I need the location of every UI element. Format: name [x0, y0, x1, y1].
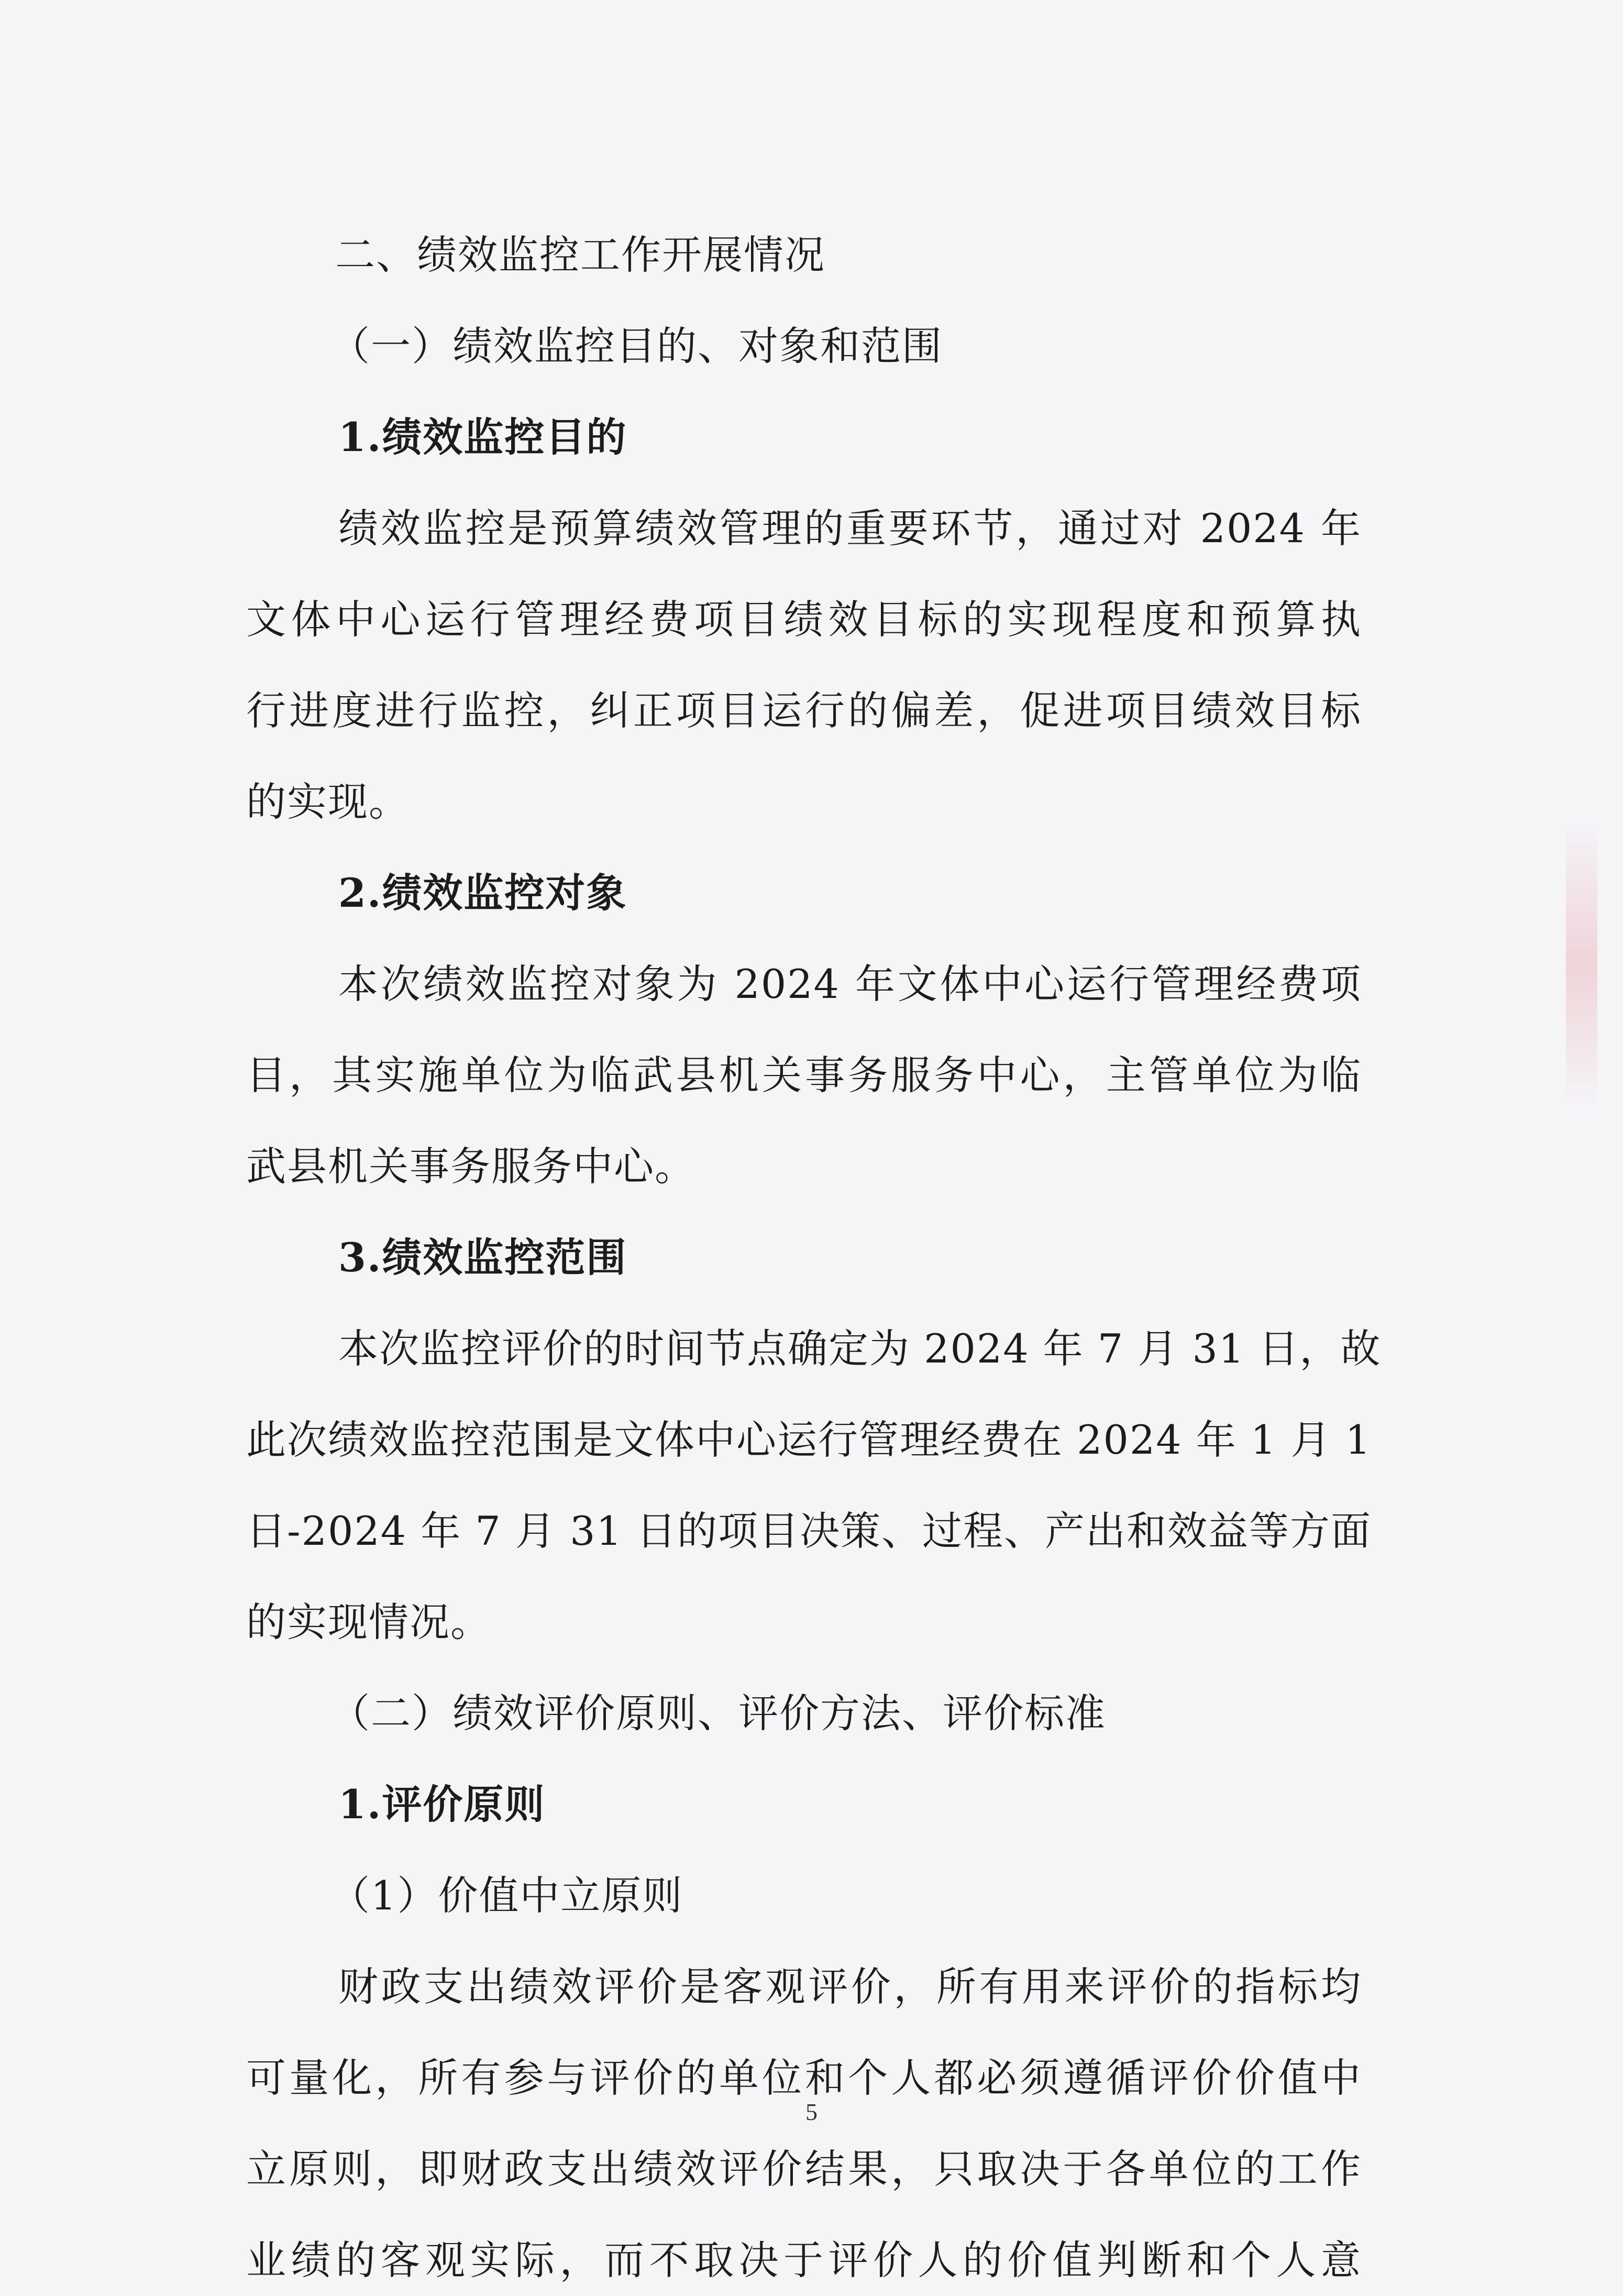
section-heading: 二、绩效监控工作开展情况 [335, 232, 825, 278]
item-heading: 1.评价原则 [338, 1781, 546, 1828]
paragraph-line: 行进度进行监控，纠正项目运行的偏差，促进项目绩效目标 [246, 687, 1362, 734]
paragraph-line: 此次绩效监控范围是文体中心运行管理经费在 2024 年 1 月 1 [246, 1416, 1372, 1463]
item-heading: 1.绩效监控目的 [338, 414, 627, 460]
paragraph-line: 的实现。 [246, 778, 410, 825]
paragraph-line: 业绩的客观实际，而不取决于评价人的价值判断和个人意 [246, 2237, 1362, 2283]
paragraph-line: 财政支出绩效评价是客观评价，所有用来评价的指标均 [338, 1963, 1362, 2010]
paragraph-line: 目，其实施单位为临武县机关事务服务中心，主管单位为临 [246, 1052, 1362, 1098]
paragraph-line: 日-2024 年 7 月 31 日的项目决策、过程、产出和效益等方面 [246, 1508, 1372, 1554]
stamp-bleed-through [1566, 817, 1597, 1111]
sub-item-heading: （1）价值中立原则 [330, 1872, 683, 1919]
page-number: 5 [805, 2099, 818, 2125]
paragraph-line: 文体中心运行管理经费项目绩效目标的实现程度和预算执 [246, 596, 1362, 643]
item-heading: 2.绩效监控对象 [338, 870, 627, 916]
paragraph-line: 本次绩效监控对象为 2024 年文体中心运行管理经费项 [338, 961, 1362, 1007]
subsection-heading: （一）绩效监控目的、对象和范围 [330, 323, 943, 369]
subsection-heading: （二）绩效评价原则、评价方法、评价标准 [330, 1690, 1106, 1737]
paragraph-line: 本次监控评价的时间节点确定为 2024 年 7 月 31 日，故 [338, 1325, 1382, 1372]
paragraph-line: 可量化，所有参与评价的单位和个人都必须遵循评价价值中 [246, 2055, 1362, 2101]
paragraph-line: 的实现情况。 [246, 1599, 491, 1645]
paragraph-line: 武县机关事务服务中心。 [246, 1143, 695, 1190]
page-content [246, 210, 1382, 2296]
paragraph-line: 立原则，即财政支出绩效评价结果，只取决于各单位的工作 [246, 2146, 1362, 2192]
paragraph-line: 绩效监控是预算绩效管理的重要环节，通过对 2024 年 [338, 505, 1362, 552]
item-heading: 3.绩效监控范围 [338, 1234, 627, 1281]
